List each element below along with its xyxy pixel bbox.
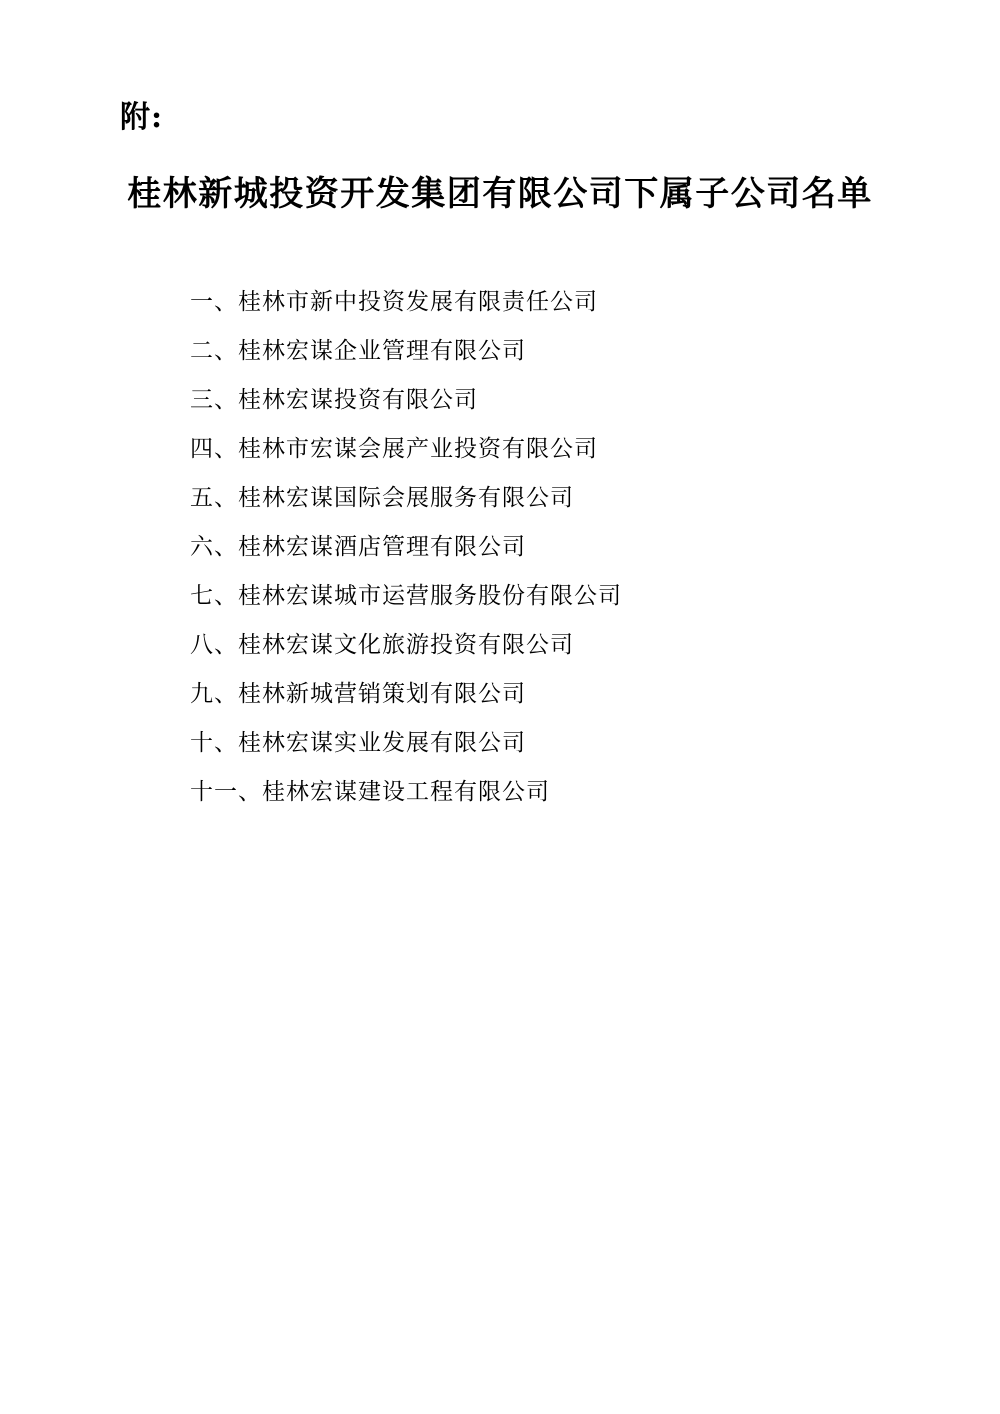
list-item: 二、桂林宏谋企业管理有限公司 bbox=[190, 338, 526, 364]
subsidiary-company-list bbox=[190, 278, 930, 817]
list-item: 十一、桂林宏谋建设工程有限公司 bbox=[190, 779, 550, 805]
page-title: 桂林新城投资开发集团有限公司下属子公司名单 bbox=[127, 174, 873, 214]
list-item: 五、桂林宏谋国际会展服务有限公司 bbox=[190, 485, 574, 511]
list-item: 十、桂林宏谋实业发展有限公司 bbox=[190, 730, 526, 756]
list-item: 六、桂林宏谋酒店管理有限公司 bbox=[190, 534, 526, 560]
list-item: 一、桂林市新中投资发展有限责任公司 bbox=[190, 289, 598, 315]
list-item: 九、桂林新城营销策划有限公司 bbox=[190, 681, 526, 707]
list-item: 三、桂林宏谋投资有限公司 bbox=[190, 387, 478, 413]
list-item: 四、桂林市宏谋会展产业投资有限公司 bbox=[190, 436, 598, 462]
list-item: 八、桂林宏谋文化旅游投资有限公司 bbox=[190, 632, 574, 658]
list-item: 七、桂林宏谋城市运营服务股份有限公司 bbox=[190, 583, 622, 609]
attachment-label: 附: bbox=[120, 100, 164, 135]
